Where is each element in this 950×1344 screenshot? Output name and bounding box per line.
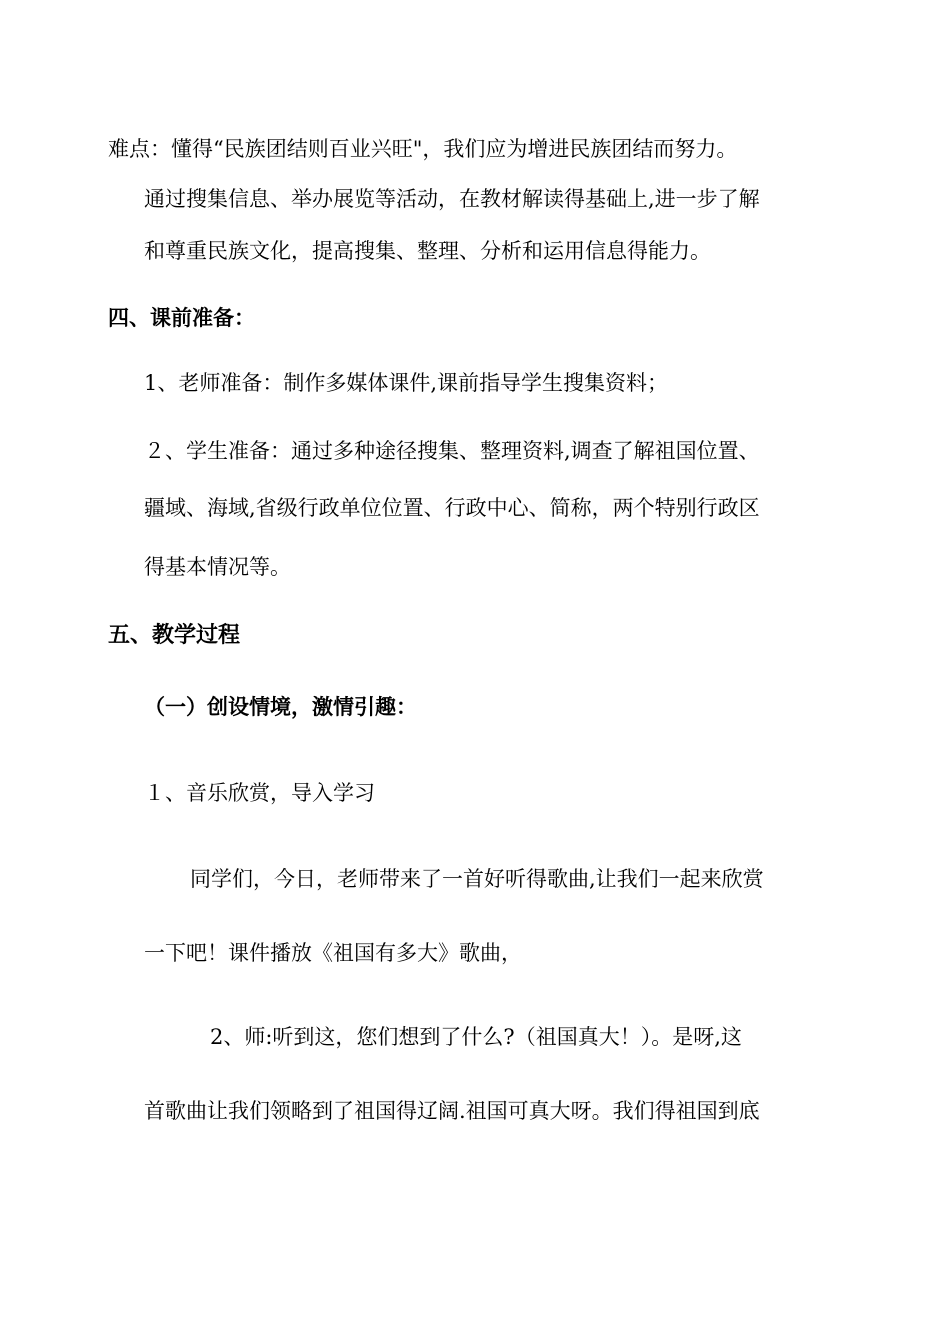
student-prep-line-2: 疆域、海域,省级行政单位位置、行政中心、简称，两个特别行政区 <box>144 496 760 520</box>
difficulty-line: 难点：懂得“民族团结则百业兴旺"，我们应为增进民族团结而努力。 <box>108 137 738 161</box>
section-heading-preparation: 四、课前准备： <box>108 306 255 330</box>
student-prep-line-1: ２、学生准备：通过多种途径搜集、整理资料,调查了解祖国位置、 <box>144 439 760 463</box>
paragraph-1-line-1: 同学们，今日，老师带来了一首好听得歌曲,让我们一起来欣赏 <box>190 867 764 891</box>
method-line-1: 通过搜集信息、举办展览等活动，在教材解读得基础上,进一步了解 <box>144 187 760 211</box>
section-heading-process: 五、教学过程 <box>108 623 241 648</box>
teacher-prep-item: 1、老师准备：制作多媒体课件,课前指导学生搜集资料； <box>144 371 669 395</box>
subheading-scenario: （一）创设情境，激情引趣： <box>144 695 417 719</box>
paragraph-1-line-2: 一下吧！课件播放《祖国有多大》歌曲， <box>144 941 522 965</box>
step-music-appreciation: １、音乐欣赏，导入学习 <box>144 781 375 805</box>
student-prep-line-3: 得基本情况等。 <box>144 555 291 579</box>
paragraph-2-line-2: 首歌曲让我们领略到了祖国得辽阔.祖国可真大呀。我们得祖国到底 <box>144 1099 760 1123</box>
method-line-2: 和尊重民族文化，提高搜集、整理、分析和运用信息得能力。 <box>144 239 711 263</box>
paragraph-2-line-1: 2、师:听到这，您们想到了什么?（祖国真大！）。是呀,这 <box>210 1025 742 1049</box>
